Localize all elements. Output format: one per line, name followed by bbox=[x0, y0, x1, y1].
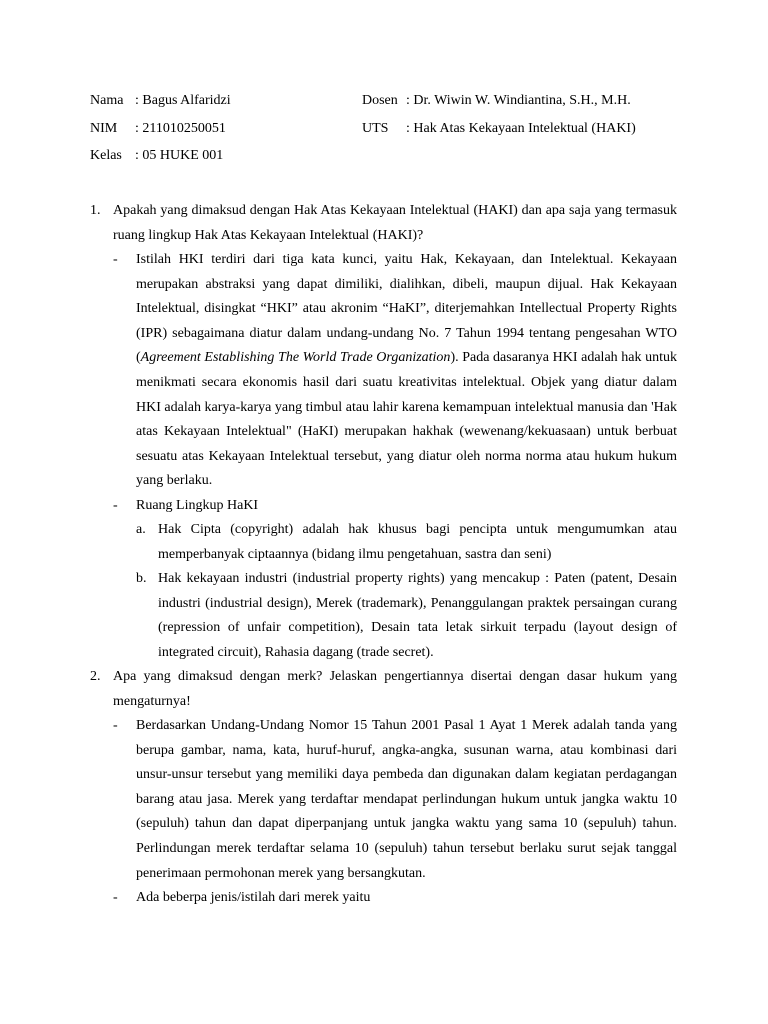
q1-item-a-text: Hak Cipta (copyright) adalah hak khusus bagi pencipta untuk mengumumkan atau memperbanyak ciptaannya (bidang ilmu pengetahuan, sastra dan seni) bbox=[158, 522, 677, 562]
q2-answer-1-bullet: - bbox=[113, 718, 118, 733]
question-2-text: Apa yang dimaksud dengan merk? Jelaskan pengertiannya disertai dengan dasar hukum yang mengaturnya! bbox=[113, 669, 677, 709]
q1-answer-1-bullet: - bbox=[113, 252, 118, 267]
question-1-number: 1. bbox=[90, 203, 101, 218]
q1-item-b-marker: b. bbox=[136, 571, 147, 586]
q2-answer-2-bullet: - bbox=[113, 890, 118, 905]
q1-item-a-marker: a. bbox=[136, 522, 146, 537]
lecturer-label: Dosen bbox=[362, 93, 398, 108]
q2-answer-2-text: Ada beberpa jenis/istilah dari merek yaitu bbox=[136, 890, 371, 905]
q1-answer-1-text: Istilah HKI terdiri dari tiga kata kunci, yaitu Hak, Kekayaan, dan Intelektual. Kekayaan merupakan abstraksi yang dapat dimiliki, dialihkan, dibeli, maupun dijual. Hak Kekayaan Intelektual, disingkat “HKI” atau akronim “HaKI”, diterjemahkan Intellectual Property Rights (IPR) sebagaimana diatur dalam undang-undang No. 7 Tahun 1994 tentang pengesahan WTO (Agreement Establishing The World Trade Organization). Pada dasaranya HKI adalah hak untuk menikmati secara ekonomis hasil dari suatu kreativitas intelektual. Objek yang diatur dalam HKI adalah karya-karya yang timbul atau lahir karena kemampuan intelektual manusia dan 'Hak atas Kekayaan Intelektual" (HaKI) merupakan hakhak (wewenang/kekuasaan) untuk berbuat sesuatu atas Kekayaan Intelektual tersebut, yang diatur oleh norma norma atau hukum hukum yang berlaku. bbox=[136, 252, 677, 489]
name-value: : Bagus Alfaridzi bbox=[135, 93, 231, 108]
q1-answer-2-text: Ruang Lingkup HaKI bbox=[136, 498, 259, 513]
question-1-text: Apakah yang dimaksud dengan Hak Atas Kekayaan Intelektual (HAKI) dan apa saja yang termasuk ruang lingkup Hak Atas Kekayaan Intelektual (HAKI)? bbox=[113, 203, 677, 243]
lecturer-value: : Dr. Wiwin W. Windiantina, S.H., M.H. bbox=[406, 93, 631, 108]
class-value: : 05 HUKE 001 bbox=[135, 148, 224, 163]
q1-answer-1-italic: Agreement Establishing The World Trade Organization bbox=[140, 350, 451, 366]
exam-label: UTS bbox=[362, 121, 389, 136]
nim-value: : 211010250051 bbox=[135, 121, 226, 136]
nim-label: NIM bbox=[90, 121, 118, 136]
class-label: Kelas bbox=[90, 148, 122, 163]
q2-answer-1-text: Berdasarkan Undang-Undang Nomor 15 Tahun 2001 Pasal 1 Ayat 1 Merek adalah tanda yang berupa gambar, nama, kata, huruf-huruf, angka-angka, susunan warna, atau kombinasi dari unsur-unsur tersebut yang memiliki daya pembeda dan digunakan dalam kegiatan perdagangan barang atau jasa. Merek yang terdaftar mendapat perlindungan hukum untuk jangka waktu 10 (sepuluh) tahun dan dapat diperpanjang untuk jangka waktu yang sama 10 (sepuluh) tahun. Perlindungan merek terdaftar selama 10 (sepuluh) tahun tersebut berlaku surut sejak tanggal penerimaan permohonan merek yang bersangkutan. bbox=[136, 718, 677, 881]
question-2-number: 2. bbox=[90, 669, 101, 684]
exam-value: : Hak Atas Kekayaan Intelektual (HAKI) bbox=[406, 121, 636, 136]
q1-answer-2-bullet: - bbox=[113, 498, 118, 513]
q1-item-b-text: Hak kekayaan industri (industrial property rights) yang mencakup : Paten (patent, Desain industri (industrial design), Merek (trademark), Penanggulangan praktek persaingan curang (repression of unfair competition), Desain tata letak sirkuit terpadu (layout design of integrated circuit), Rahasia dagang (trade secret). bbox=[158, 571, 677, 660]
name-label: Nama bbox=[90, 93, 124, 108]
